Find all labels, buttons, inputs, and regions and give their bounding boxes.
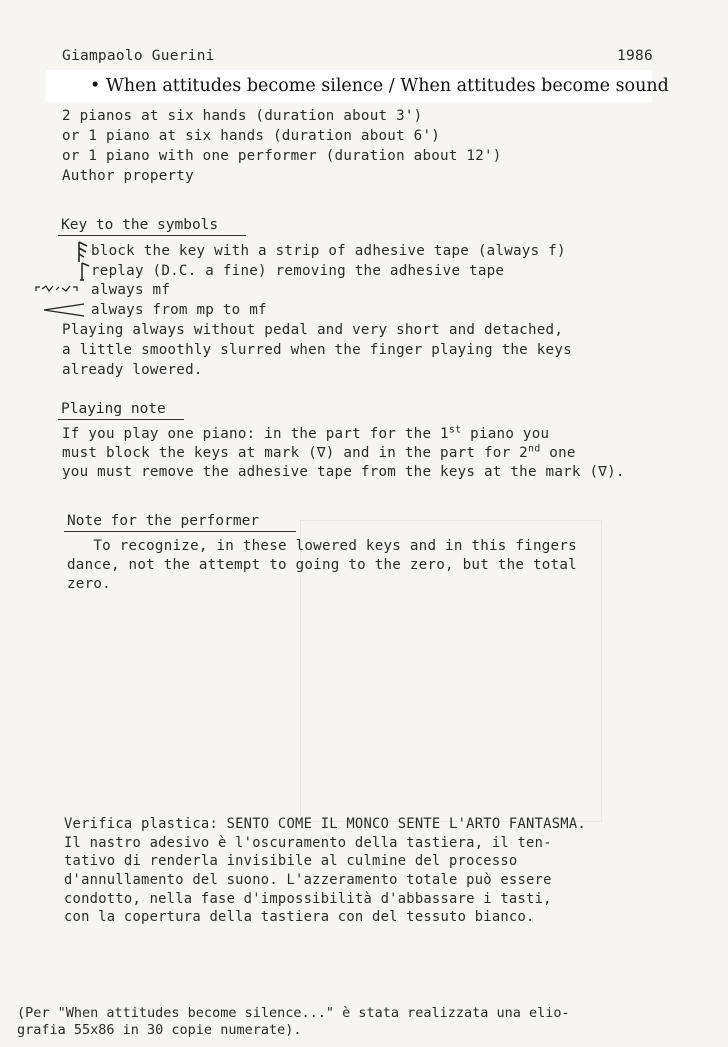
footnote-line-1: (Per "When attitudes become silence..." è stata realizzata una elio- [17,1005,570,1021]
heading-underline [58,419,184,420]
instrumentation-line-4: Author property [62,168,194,184]
playing-note-line-3: you must remove the adhesive tape from the keys at the mark (∇). [62,464,625,480]
verifica-line-2: Il nastro adesivo è l'oscuramento della tastiera, il ten- [64,835,552,851]
footnote-line-2: grafia 55x86 in 30 copie numerate). [17,1022,302,1038]
playing-note-heading: Playing note [61,401,166,417]
mf-bracket-symbol-icon [34,282,80,296]
performance-note-line-1: Playing always without pedal and very short and detached, [62,322,564,338]
year: 1986 [617,48,653,64]
verifica-line-1: Verifica plastica: SENTO COME IL MONCO SENTE L'ARTO FANTASMA. [64,816,586,832]
heading-underline [58,235,246,236]
verifica-line-6: con la copertura della tastiera con del tessuto bianco. [64,909,535,925]
symbol-desc-always-mf: always mf [91,282,171,298]
note-for-performer-heading: Note for the performer [67,513,260,529]
composition-title: • When attitudes become silence / When attitudes become sound [90,76,669,96]
symbol-desc-mp-to-mf: always from mp to mf [91,302,267,318]
performer-note-line-2: dance, not the attempt to going to the zero, but the total [67,557,577,573]
instrumentation-line-1: 2 pianos at six hands (duration about 3') [62,108,423,124]
performance-note-line-3: already lowered. [62,362,203,378]
playing-note-line-1: If you play one piano: in the part for the 1st piano you [62,424,550,442]
instrumentation-line-2: or 1 piano at six hands (duration about 6') [62,128,441,144]
verifica-line-3: tativo di renderla invisibile al culmine del processo [64,853,518,869]
symbol-desc-replay: replay (D.C. a fine) removing the adhesive tape [91,263,505,279]
symbol-desc-block-key: block the key with a strip of adhesive tape (always f) [91,243,566,259]
performer-note-line-3: zero. [67,576,111,592]
verifica-line-5: condotto, nella fase d'impossibilità d'abbassare i tasti, [64,891,552,907]
verifica-line-4: d'annullamento del suono. L'azzeramento totale può essere [64,872,552,888]
heading-underline [64,531,296,532]
performance-note-line-2: a little smoothly slurred when the finger playing the keys [62,342,572,358]
performer-note-line-1: To recognize, in these lowered keys and in this fingers [67,538,577,554]
playing-note-line-2: must block the keys at mark (∇) and in the part for 2nd one [62,443,576,461]
key-to-symbols-heading: Key to the symbols [61,217,219,233]
crescendo-hairpin-icon [42,302,86,318]
author-name: Giampaolo Guerini [62,48,215,64]
instrumentation-line-3: or 1 piano with one performer (duration about 12') [62,148,502,164]
replay-symbol-icon [78,260,92,284]
